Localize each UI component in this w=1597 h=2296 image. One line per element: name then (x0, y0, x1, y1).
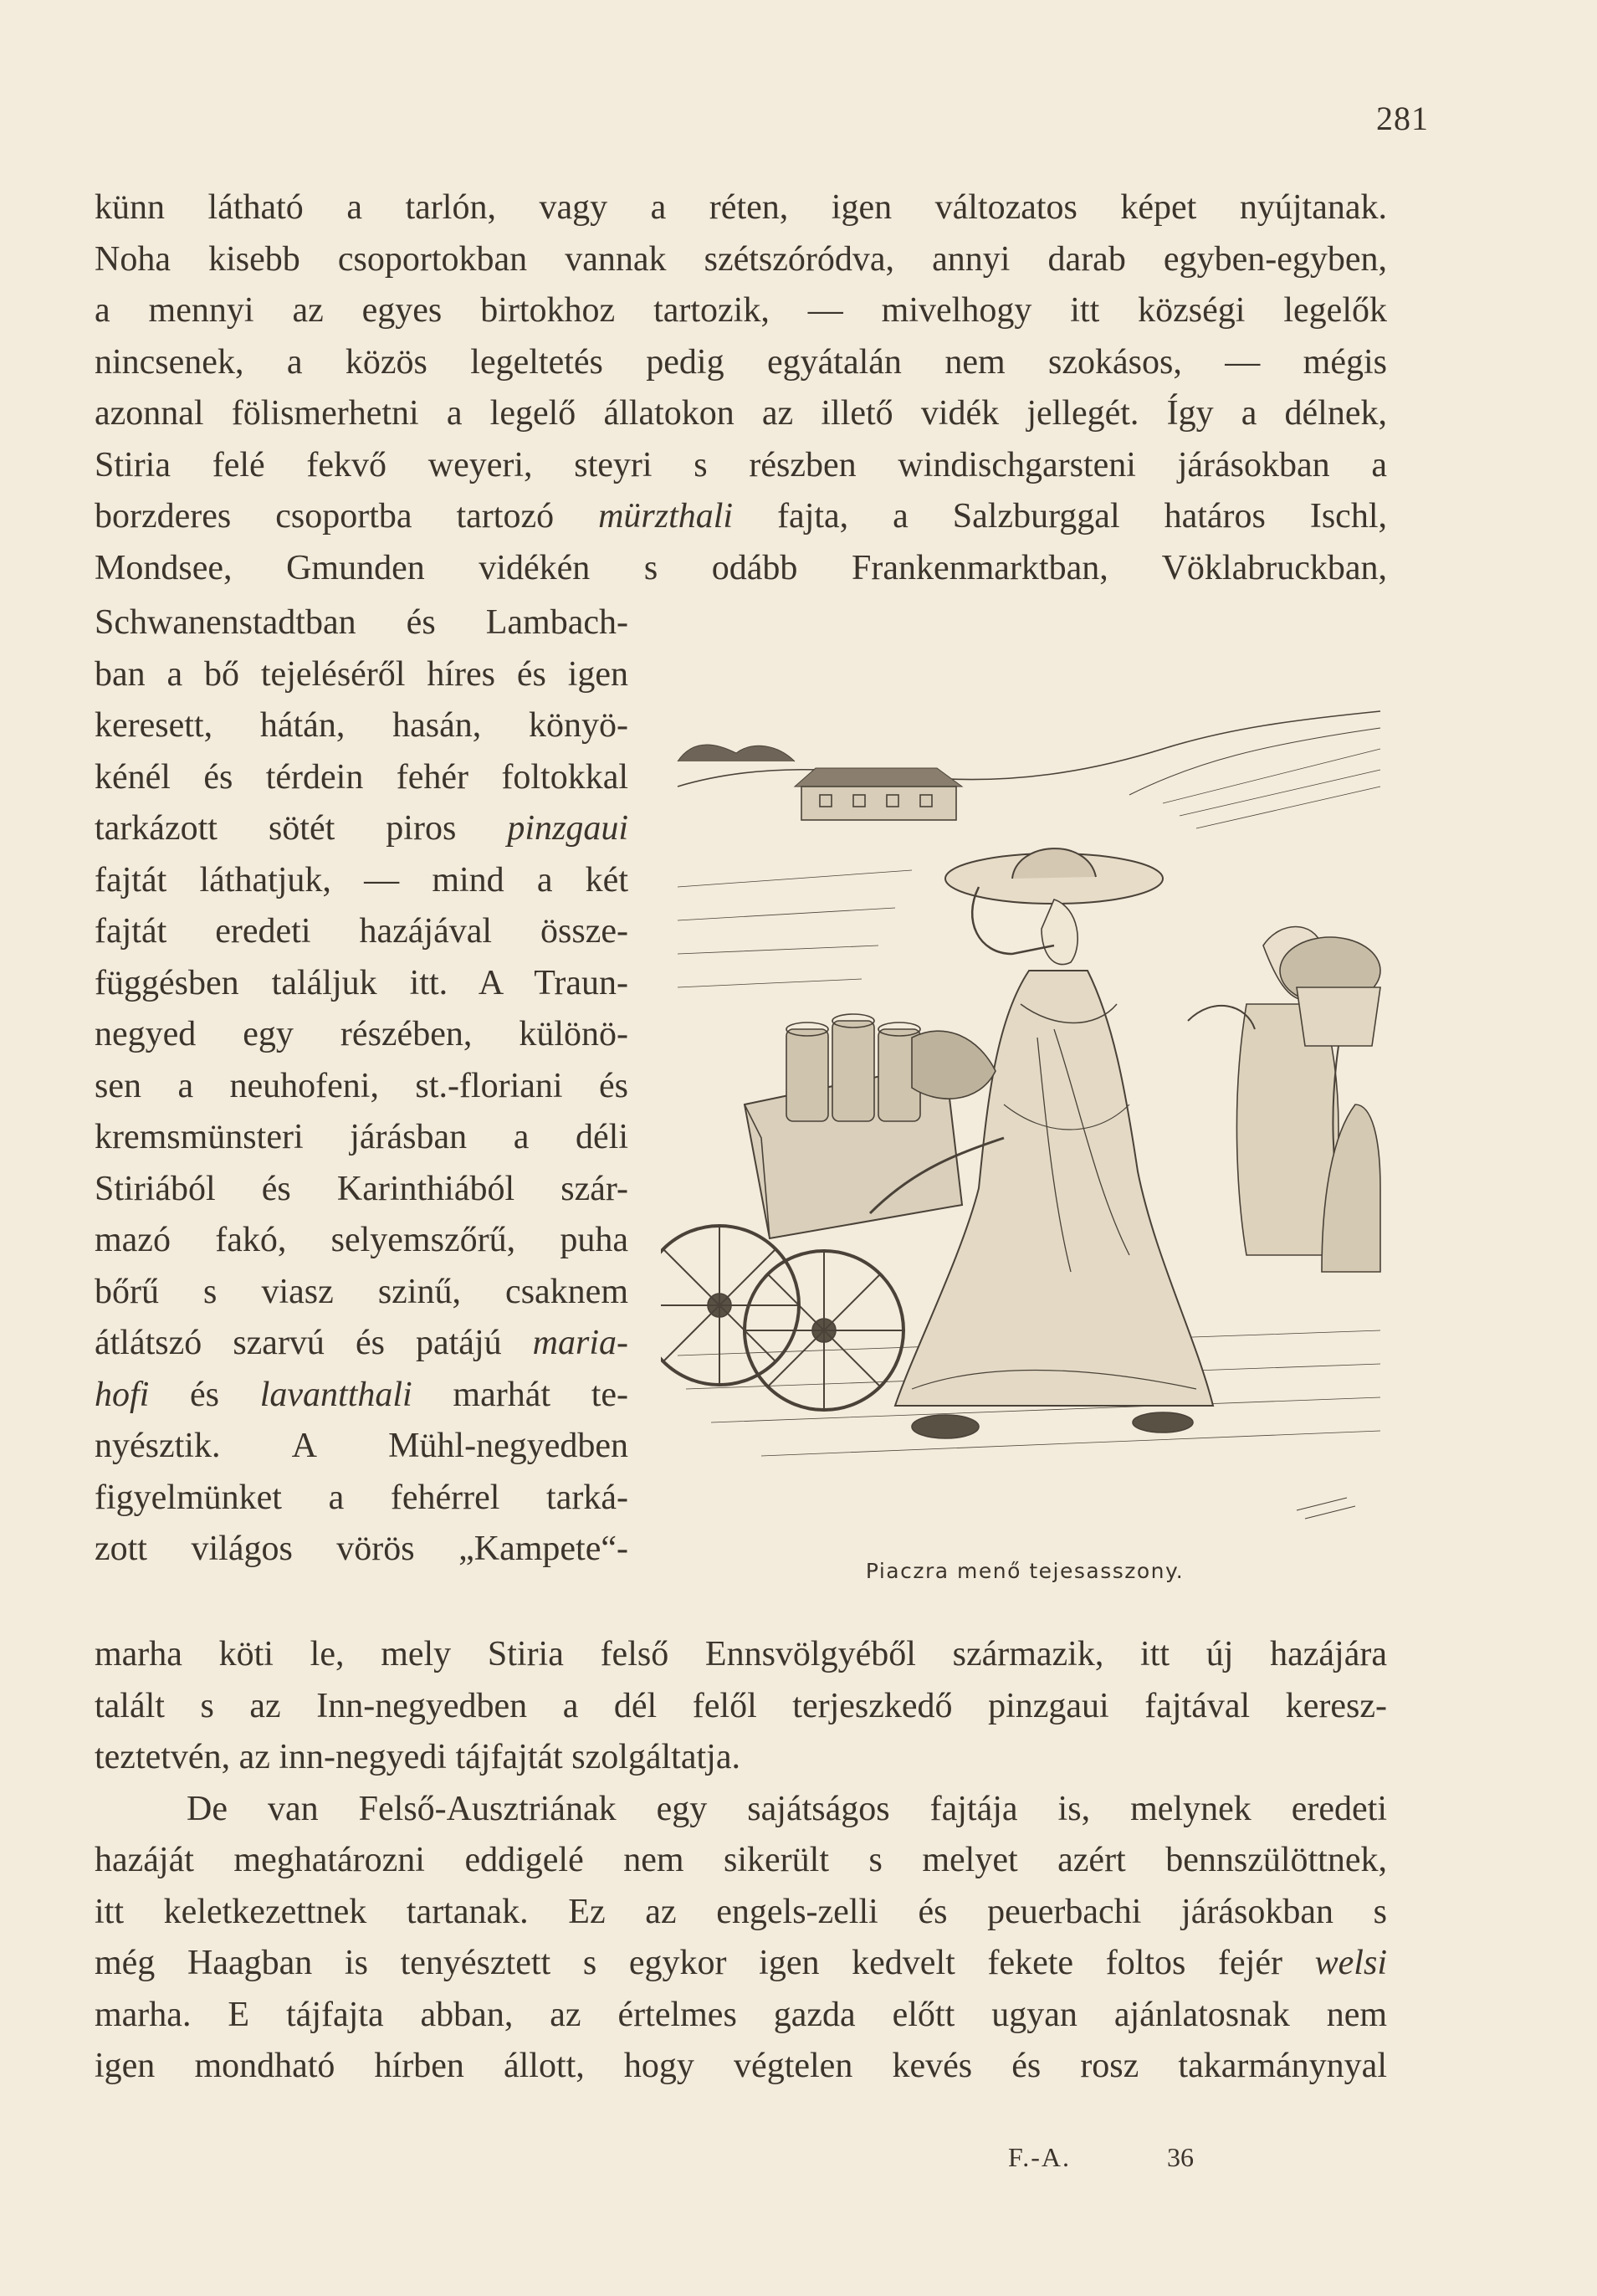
text-line: tarkázott sötét piros pinzgaui (95, 809, 628, 848)
text-line: teztetvén, az inn-negyedi tájfajtát szolgáltatja. (95, 1738, 740, 1776)
text-line: borzderes csoportba tartozó mürzthali fajta, a Salzburggal határos Ischl, (95, 497, 1387, 536)
text-line: hofi és lavantthali marhát te- (95, 1375, 628, 1414)
text-line: itt keletkezettnek tartanak. Ez az engels-zelli és peuerbachi járásokban s (95, 1892, 1387, 1931)
text-line: Noha kisebb csoportokban vannak szétszóródva, annyi darab egyben-egyben, (95, 239, 1387, 279)
text-line: függésben találjuk itt. A Traun- (95, 963, 628, 1002)
text-line: nincsenek, a közös legeltetés pedig egyátalán nem szokásos, — mégis (95, 342, 1387, 382)
text-line: sen a neuhofeni, st.-floriani és (95, 1066, 628, 1105)
text-line: fajtát láthatjuk, — mind a két (95, 860, 628, 899)
text-side-column (95, 597, 628, 1576)
text-line: künn látható a tarlón, vagy a réten, igen változatos képet nyújtanak. (95, 188, 1387, 227)
text-line: kénél és térdein fehér foltokkal (95, 757, 628, 797)
italic-term: pinzgaui (507, 809, 628, 848)
text-line: Stiria felé fekvő weyeri, steyri s részben windischgarsteni járásokban a (95, 445, 1387, 484)
text-line: igen mondható hírben állott, hogy végtelen kevés és rosz takarmánynyal (95, 2047, 1387, 2085)
milk-woman-engraving (661, 669, 1389, 1556)
text-line: zott világos vörös „Kampete“- (95, 1530, 628, 1568)
text-top (95, 182, 1387, 594)
text-line: átlátszó szarvú és patájú maria- (95, 1324, 628, 1362)
sheet-number: 36 (1167, 2142, 1194, 2172)
text-line: ban a bő tejeléséről híres és igen (95, 654, 628, 694)
page-number: 281 (1376, 100, 1429, 137)
text-line: talált s az Inn-negyedben a dél felől terjeszkedő pinzgaui fajtával keresz- (95, 1686, 1387, 1725)
text-line: Schwanenstadtban és Lambach- (95, 603, 628, 642)
text-line: fajtát eredeti hazájával össze- (95, 912, 628, 951)
text-line: keresett, hátán, hasán, könyö- (95, 706, 628, 745)
text-line: hazáját meghatározni eddigelé nem sikerült s melyet azért bennszülöttnek, (95, 1841, 1387, 1879)
figure-caption: Piaczra menő tejesasszony. (865, 1559, 1185, 1583)
text-line: negyed egy részében, különö- (95, 1015, 628, 1053)
italic-term: mürzthali (598, 497, 734, 536)
italic-term: lavantthali (259, 1375, 412, 1414)
sheet-signature: F.-A. (1008, 2142, 1071, 2172)
text-line: marha köti le, mely Stiria felső Ennsvölgyéből származik, itt új hazájára (95, 1635, 1387, 1673)
text-line: Stiriából és Karinthiából szár- (95, 1169, 628, 1208)
italic-term: maria- (532, 1324, 628, 1362)
text-line: a mennyi az egyes birtokhoz tartozik, — mivelhogy itt községi legelők (95, 291, 1387, 330)
text-line: azonnal fölismerhetni a legelő állatokon az illető vidék jellegét. Így a délnek, (95, 394, 1387, 433)
text-line: Mondsee, Gmunden vidékén s odább Frankenmarktban, Vöklabruckban, (95, 548, 1387, 587)
italic-term: welsi (1314, 1944, 1387, 1982)
text-bottom (95, 1629, 1387, 2093)
text-line: mazó fakó, selyemszőrű, puha (95, 1221, 628, 1259)
paragraph-first-line: De van Felső-Ausztriának egy sajátságos fajtája is, melynek eredeti (187, 1789, 1387, 1828)
text-line: nyésztik. A Mühl-negyedben (95, 1427, 628, 1465)
text-line: kremsmünsteri járásban a déli (95, 1118, 628, 1156)
text-line: még Haagban is tenyésztett s egykor igen kedvelt fekete foltos fejér welsi (95, 1944, 1387, 1982)
engraving-illustration (661, 669, 1389, 1581)
text-line: figyelmünket a fehérrel tarká- (95, 1478, 628, 1517)
text-line: bőrű s viasz szinű, csaknem (95, 1272, 628, 1311)
text-line: marha. E tájfajta abban, az értelmes gazda előtt ugyan ajánlatosnak nem (95, 1995, 1387, 2034)
italic-term: hofi (95, 1375, 150, 1414)
